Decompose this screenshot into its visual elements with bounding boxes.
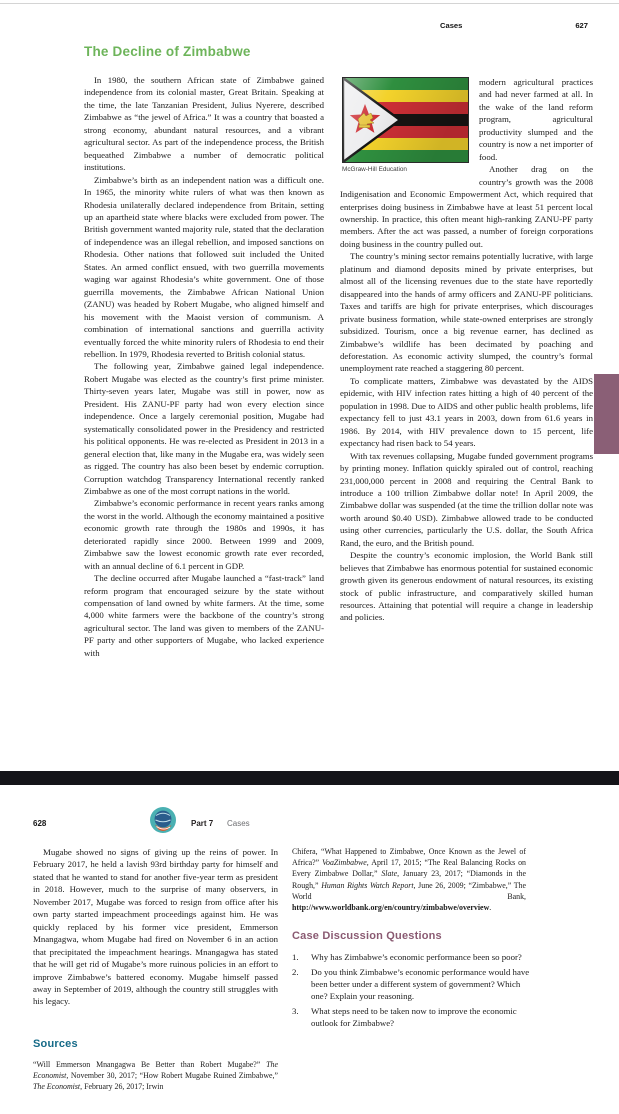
body-paragraph: Zimbabwe’s economic performance in recent years ranks among the worst in the world. Although the economy maintained a positive economic growth rate through the 1980s and 1990s, it has deteriorated rapidly since 2000. Between 1999 and 2009, Zimbabwe saw the lowest economic growth rate ever recorded, with an annual decline of 6.1 percent in GDP. [84, 498, 324, 571]
page-number-628: 628 [33, 819, 47, 828]
question-text: What steps need to be taken now to improve the economic outlook for Zimbabwe? [311, 1006, 517, 1029]
body-paragraph: modern agricultural practices and had never farmed at all. In the wake of the land reform program, agricultural productivity slumped and the country is now a net importer of food. [479, 77, 593, 162]
figure-zimbabwe-flag [342, 77, 469, 173]
page-628-header [0, 807, 619, 835]
body-paragraph: In 1980, the southern African state of Zimbabwe gained independence from its colonial master, Great Britain. Speaking at the time, the late Tanzanian President, Julius Nyerere, described Zimbabwe as “the jewel of Africa.” It was a country that boasted a strong economy, abundant natural resources, and a vibrant agricultural sector. As part of the independence process, the British bequeathed Zimbabwe a number of democratic political institutions. [84, 75, 324, 173]
globe-logo-icon [150, 807, 176, 833]
section-label: Cases [227, 819, 250, 828]
citation-segment: . [489, 903, 492, 913]
citation-segment: , April 17, 2015; “The Real Balancing Rocks on Every Zimbabwe Dollar,” [292, 858, 526, 879]
right-column-627 [340, 76, 593, 624]
section-edge-tab [594, 374, 619, 454]
citation-segment: , June 26, 2009; “Zimbabwe,” The World Bank, [292, 880, 527, 901]
body-paragraph: Zimbabwe’s birth as an independent nation was a difficult one. In 1965, the minority white rulers of what was then known as Rhodesia unilaterally declared independence from Britain, setting up an apartheid state where blacks were excluded from power. The British government wanted majority rule, stated that the declaration of independence was an illegal rebellion, and imposed sanctions on Rhodesia. Other nations that followed suit included the United States. An armed conflict ensued, with two guerrilla movements waging war against Rhodesia’s white government. One of those guerrilla movements, the Zimbabwe African National Union (ZANU) was headed by Robert Mugabe, who aligned himself and his movement with the Maoist version of communism. A combination of international sanctions and guerrilla activity eventually forced the white minority rulers of Rhodesia to end their rebellion. In 1979, Rhodesia reverted to British colonial status. [84, 174, 324, 359]
image-credit: McGraw-Hill Education [342, 166, 407, 173]
body-paragraph: To complicate matters, Zimbabwe was devastated by the AIDS epidemic, with HIV infection rates hitting a high of 40 percent of the population in 1998. Due to AIDS and other public health problems, life expectancy fell to just 43.1 years in 2003, down from 61.6 years in 1986. By 2014, with HIV prevalence down to 15 percent, life expectancy had risen back to 54 years. [340, 375, 593, 449]
question-number: 3. [292, 1006, 299, 1017]
question-number: 2. [292, 967, 299, 978]
zimbabwe-flag-icon [343, 78, 468, 162]
citation-text [33, 1059, 278, 1093]
left-column-628 [33, 846, 278, 1008]
case-discussion-questions-heading: Case Discussion Questions [292, 930, 442, 942]
sources-heading: Sources [33, 1038, 78, 1050]
citation-publication: Human Rights Watch Report [321, 880, 414, 890]
part-label: Part 7 [191, 819, 214, 828]
right-column-628 [292, 846, 526, 913]
question-item [292, 1005, 530, 1029]
citation-publication: The Economist [33, 1060, 278, 1081]
citation-publication: The Economist [33, 1082, 81, 1092]
body-paragraph: Mugabe showed no signs of giving up the reins of power. In February 2017, he held a lavish 93rd birthday party for himself and stated that he wanted to stand for another five-year term as president in 2018. However, much to the surprise of many observers, in November 2017, Mugabe was forced to resign from office after his own party started impeachment proceedings against him. He was quickly replaced by his former vice president, Emmerson Mnangagwa, whom Mugabe had fired on November 6 in an action that precipitated the impeachment hearings. Mnangagwa has stated that he will get rid of Mugabe’s more ruinous policies in an effort to improve Zimbabwe’s battered economy. Mugabe himself passed away in September of 2019, although the country still struggles with his legacy. [33, 847, 278, 1007]
citation-segment: “Will Emmerson Mnangagwa Be Better than Robert Mugabe?” [33, 1060, 267, 1069]
question-number: 1. [292, 952, 299, 962]
citation-url: http://www.worldbank.org/en/country/zimbabwe/overview [292, 903, 490, 913]
citation-segment: , January 23, 2017; “Diamonds in the Rough,” [292, 869, 526, 890]
body-paragraph: The decline occurred after Mugabe launched a “fast-track” land reform program that encouraged seizure by the state without compensation of land owned by white farmers. At the time, some 4,000 white farmers were the backbone of the country’s strong agricultural sector. The land was given to members of the ZANU-PF party and other supporters of Mugabe, who lacked experience with [84, 573, 324, 658]
question-item [292, 966, 530, 1002]
body-paragraph: The country’s mining sector remains potentially lucrative, with large platinum and diamond deposits mined by private enterprises, but almost all of the licensing revenues due to the state have reportedly disappeared into the hands of army officers and ZANU-PF politicians. Taxes and tariffs are high for private enterprises, which discourages private business formation, while state-owned enterprises are strongly subsidized. Tourism, once a big revenue earner, has declined as Zimbabwe’s wildlife has been decimated by poaching and deforestation. As economic activity slumped, the country’s formal unemployment rate reached a staggering 80 percent. [340, 251, 593, 374]
case-title: The Decline of Zimbabwe [84, 44, 251, 59]
citation-segment: , February 26, 2017; Irwin [80, 1082, 164, 1092]
page-top-edge [0, 3, 619, 4]
sources-citation-left [33, 1059, 278, 1093]
page-separator-band [0, 771, 619, 785]
body-paragraph: The following year, Zimbabwe gained legal independence. Robert Mugabe was elected as the country’s first prime minister. Thirty-seven years later, Mugabe was still in power, now as President. His ZANU-PF party had won every election since independence. Once a largely ceremonial position, Mugabe had systematically consolidated power in the Presidency and restricted his political opponents. He was re-elected as President in 2013 in a general election that, like many in the Mugabe era, was widely seen as rigged. The country has also been beset by endemic corruption. Corruption watchdog Transparency International recently ranked Zimbabwe as one of the most corrupt nations in the world. [84, 361, 324, 496]
question-text: Do you think Zimbabwe’s economic performance would have been better under a different system of government? Which one? Explain your reasoning. [311, 967, 530, 1002]
body-paragraph: With tax revenues collapsing, Mugabe funded government programs by printing money. Inflation quickly spiraled out of control, reaching 231,000,000 percent in 2008 and requiring the Central Bank to introduce a 100 trillion Zimbabwe dollar note! In April 2009, the Zimbabwe dollar was suspended (at the time the trillion dollar note was worth around $0.40 USD). Zimbabwe allowed trade to be conducted using other currencies, particularly the U.S. dollar, the South Africa Rand, the euro, and the British pound. [340, 450, 593, 548]
citation-publication: VoaZimbabwe [322, 858, 367, 868]
citation-segment: Chifera, “What Happened to Zimbabwe, Once Known as the Jewel of Africa?” [292, 847, 526, 868]
citation-text [292, 846, 526, 913]
citation-segment: , November 30, 2017; “How Robert Mugabe Ruined Zimbabwe,” [66, 1071, 278, 1081]
zimbabwe-flag-image [342, 77, 469, 163]
running-head-section: Cases [440, 21, 463, 30]
question-list [292, 951, 530, 1033]
left-column-627 [84, 74, 324, 659]
question-item [292, 951, 530, 963]
question-text: Why has Zimbabwe’s economic performance been so poor? [311, 952, 522, 962]
body-paragraph: Another drag on the country’s growth was the 2008 Indigenisation and Economic Empowerment Act, which required that enterprises doing business in Zimbabwe have at least 51 percent local ownership. In practice, this often meant high-ranking ZANU-PF party members. After the act was passed, a number of foreign corporations doing business in the country pulled out. [340, 164, 593, 249]
citation-publication: Slate [381, 869, 398, 879]
body-paragraph: Despite the country’s economic implosion, the World Bank still believes that Zimbabwe has enormous potential for sustained economic growth given its generous endowment of natural resources, its existing stock of public infrastructure, and comparatively skilled human resources. Attaining that potential will require a change in leadership and policies. [340, 550, 593, 623]
page-number-627: 627 [575, 21, 588, 30]
